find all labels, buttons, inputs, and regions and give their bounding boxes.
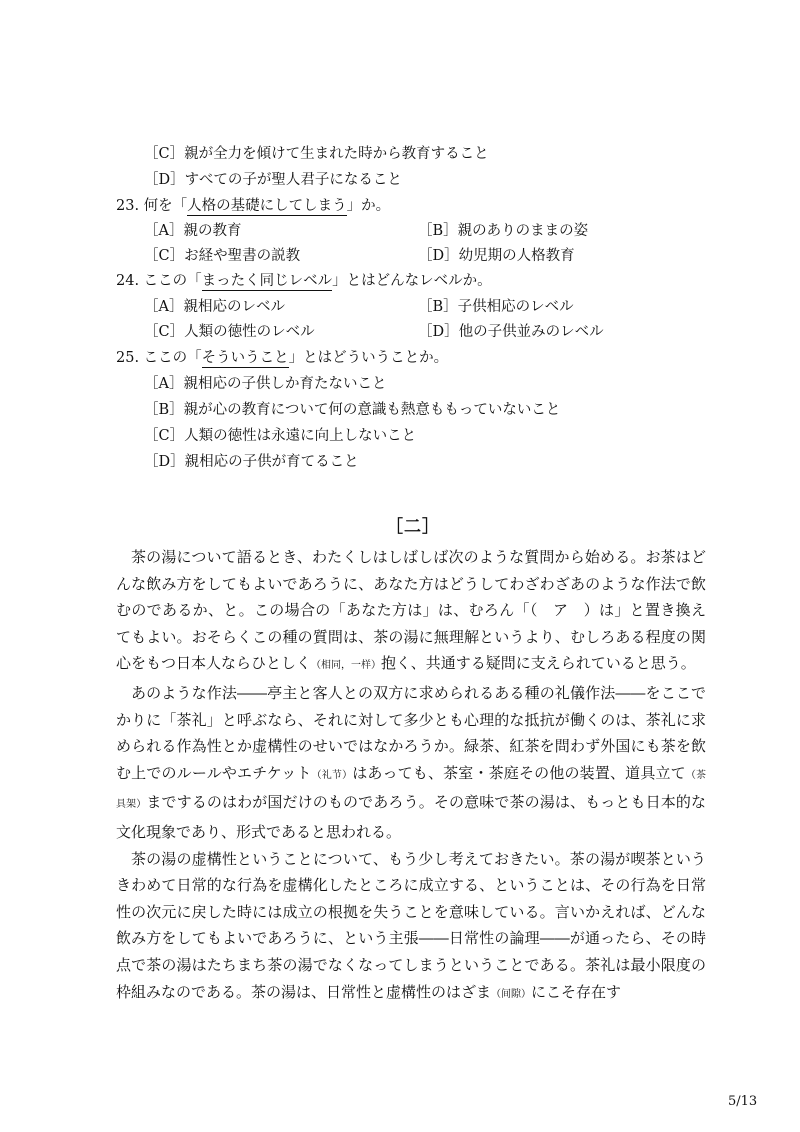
q24-option-a: ［A］親相応のレベル	[144, 299, 285, 315]
page-number: 5/13	[728, 1094, 758, 1109]
passage-paragraph-3: 茶の湯の虚構性ということについて、もう少し考えておきたい。茶の湯が喫茶というきわめて日常的な行為を虚構化したところに成立する、ということは、その行為を日常性の次元に戻した時には成立の根拠を失うことを意味している。言いかえれば、どんな飲み方をしてもよいであろうに、という主張――日常性の論理――が通ったら、その時点で茶の湯はたちまち茶の湯でなくなってしまうということである。茶礼は最小限度の枠組みなのである。茶の湯は、日常性と虚構性のはざま（间隙）にこそ存在す	[116, 849, 706, 1001]
q23-option-b: ［B］親のありのままの姿	[418, 223, 589, 239]
passage-paragraph-1: 茶の湯について語るとき、わたくしはしばしば次のような質問から始める。お茶はどんな飲み方をしてもよいであろうに、あなた方はどうしてわざわざあのような作法で飲むのであるか、と。この場合の「あなた方は」は、むろん「（ ア ）は」と置き換えてもよい。おそらくこの種の質問は、茶の湯に無理解というより、むしろある程度の関心をもつ日本人ならひとしく（相同，一样）抱く、共通する疑問に支えられていると思う。	[116, 548, 706, 673]
q23-option-d: ［D］幼児期の人格教育	[418, 248, 575, 264]
passage-paragraph-2: あのような作法――亭主と客人との双方に求められるある種の礼儀作法――をここでかりに「茶礼」と呼ぶなら、それに対して多少とも心理的な抵抗が働くのは、茶礼に求められる作為性とか虚構性のせいではなかろうか。緑茶、紅茶を問わず外国にも茶を飲む上でのルールやエチケット（礼节）はあっても、茶室・茶庭その他の装置、道具立て（茶具架）までするのはわが国だけのものであろう。その意味で茶の湯は、もっとも日本的な文化現象であり、形式であると思われる。	[116, 683, 707, 841]
gloss-note: （相同，一样）	[311, 660, 382, 672]
underlined-phrase: そういうこと	[201, 350, 289, 366]
question-prefix: 何を「	[143, 198, 188, 214]
gloss-note: （茶具架）	[116, 769, 707, 811]
question-suffix: 」か。	[346, 198, 391, 214]
q22-option-c: ［C］親が全力を傾けて生まれた時から教育すること	[144, 146, 489, 162]
reading-passage	[116, 544, 706, 1008]
question-prefix: ここの「	[143, 273, 202, 289]
section-title: ［二］	[386, 517, 440, 537]
question-suffix: 」とはどんなレベルか。	[332, 273, 492, 289]
q25-option-b: ［B］親が心の教育について何の意識も熱意ももっていないこと	[144, 402, 561, 418]
q24-option-b: ［B］子供相応のレベル	[418, 299, 574, 315]
q25-option-d: ［D］親相応の子供が育てること	[144, 454, 359, 470]
q23-option-c: ［C］お経や聖書の説教	[144, 248, 301, 264]
q25-option-a: ［A］親相応の子供しか育たないこと	[144, 376, 387, 392]
underlined-phrase: 人格の基礎にしてしまう	[187, 198, 347, 214]
q24-option-d: ［D］他の子供並みのレベル	[418, 324, 604, 340]
q23-option-a: ［A］親の教育	[144, 223, 242, 239]
question-24	[116, 271, 492, 291]
question-number: 25.	[116, 350, 140, 366]
question-number: 23.	[116, 198, 140, 214]
question-number: 24.	[116, 273, 140, 289]
question-prefix: ここの「	[143, 350, 202, 366]
q25-option-c: ［C］人類の徳性は永遠に向上しないこと	[144, 428, 417, 444]
gloss-note: （礼节）	[311, 769, 353, 781]
underlined-phrase: まったく同じレベル	[201, 273, 333, 289]
question-suffix: 」とはどういうことか。	[288, 350, 449, 366]
q22-option-d: ［D］すべての子が聖人君子になること	[144, 172, 402, 188]
q24-option-c: ［C］人類の徳性のレベル	[144, 324, 315, 340]
gloss-note: （间隙）	[491, 988, 532, 1000]
question-23	[116, 196, 390, 216]
question-25	[116, 348, 448, 368]
